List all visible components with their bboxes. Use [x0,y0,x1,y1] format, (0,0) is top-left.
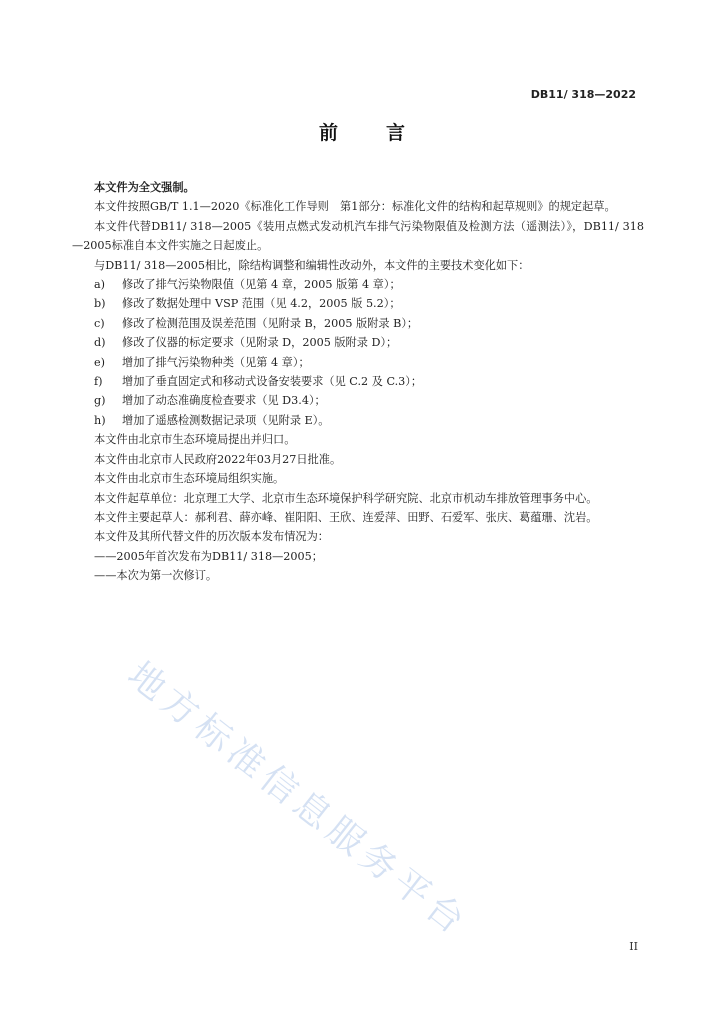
document-code: DB11/ 318—2022 [530,88,636,101]
organized-by-paragraph: 本文件由北京市生态环境局组织实施。 [94,472,285,486]
list-item: d) 修改了仪器的标定要求（见附录 D，2005 版附录 D）； [94,336,398,350]
foreword-body [72,178,644,586]
watermark-text: 地方标准信息服务平台 [119,654,477,946]
history-intro-paragraph: 本文件及其所代替文件的历次版本发布情况为： [94,530,329,544]
history-entry: ——2005年首次发布为DB11/ 318—2005； [94,549,323,563]
list-item: g) 增加了动态准确度检查要求（见 D3.4）； [94,394,326,408]
list-item: h) 增加了遥感检测数据记录项（见附录 E）。 [94,413,330,427]
history-entry: ——本次为第一次修订。 [94,569,218,583]
approved-by-paragraph: 本文件由北京市人民政府2022年03月27日批准。 [94,452,342,466]
change-list [72,275,644,430]
page-number: II [629,940,638,953]
comparison-paragraph: 与DB11/ 318—2005相比，除结构调整和编辑性改动外，本文件的主要技术变化如下： [94,258,530,272]
list-item: b) 修改了数据处理中 VSP 范围（见 4.2，2005 版 5.2）； [94,297,401,311]
drafting-units-paragraph: 本文件起草单位：北京理工大学、北京市生态环境保护科学研究院、北京市机动车排放管理事务中心。 [94,491,598,505]
replacement-paragraph: 本文件代替DB11/ 318—2005《装用点燃式发动机汽车排气污染物限值及检测方法（遥测法）》，DB11/ 318—2005标准自本文件实施之日起废止。 [72,219,644,253]
mandatory-statement: 本文件为全文强制。 [94,181,195,194]
title-char-right: 言 [386,122,406,144]
list-item: f) 增加了垂直固定式和移动式设备安装要求（见 C.2 及 C.3）； [94,375,423,389]
list-item: e) 增加了排气污染物种类（见第 4 章）； [94,355,310,369]
proposed-by-paragraph: 本文件由北京市生态环境局提出并归口。 [94,433,296,447]
drafters-paragraph: 本文件主要起草人：郝利君、薛亦峰、崔阳阳、王欣、连爱萍、田野、石爱军、张庆、葛蕴珊、沈岩。 [94,510,598,524]
drafting-rule-paragraph: 本文件按照GB/T 1.1—2020《标准化工作导则 第1部分：标准化文件的结构和起草规则》的规定起草。 [94,200,616,214]
title-char-left: 前 [318,122,338,144]
page-title [0,118,724,145]
list-item: a) 修改了排气污染物限值（见第 4 章，2005 版第 4 章）； [94,278,401,292]
list-item: c) 修改了检测范围及误差范围（见附录 B，2005 版附录 B）； [94,316,419,330]
